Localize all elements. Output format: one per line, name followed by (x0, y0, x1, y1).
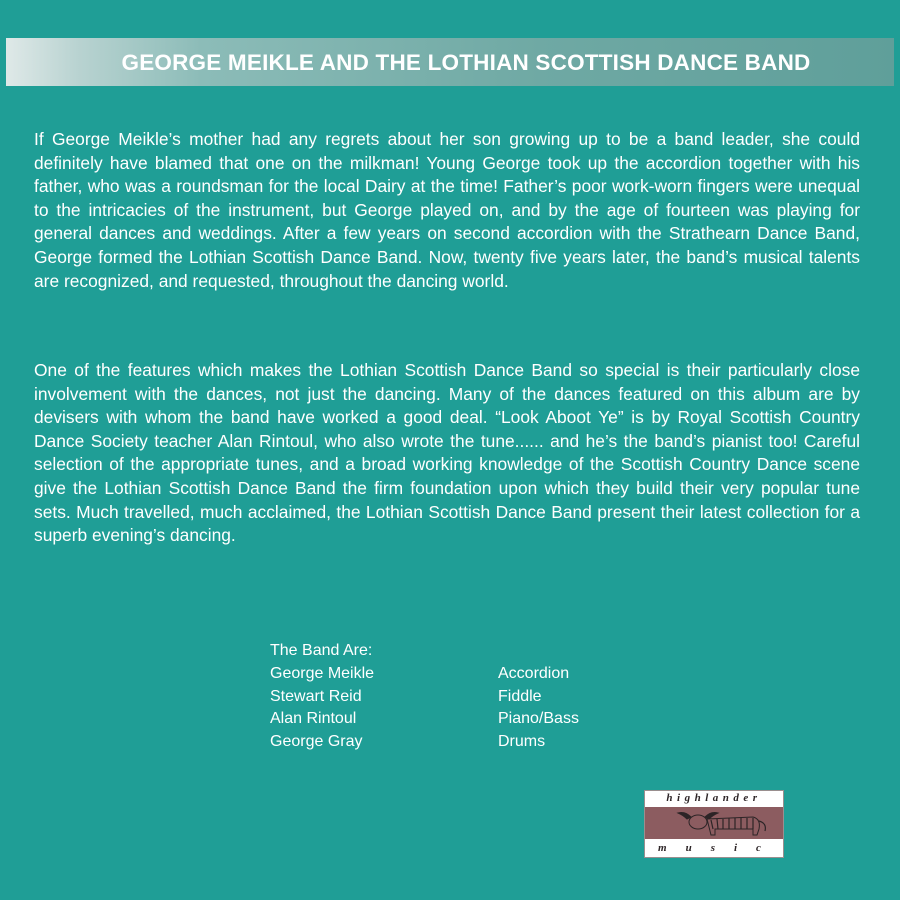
band-list-heading: The Band Are: (270, 642, 373, 659)
band-member-row (270, 731, 658, 754)
logo-band (645, 807, 783, 839)
member-name: Alan Rintoul (270, 710, 357, 728)
member-instrument: Piano/Bass (498, 710, 579, 728)
title-banner (6, 38, 894, 86)
member-instrument: Accordion (498, 664, 570, 682)
band-member-row (270, 708, 658, 731)
page-title: GEORGE MEIKLE AND THE LOTHIAN SCOTTISH DANCE BAND (121, 50, 811, 75)
biography-paragraph-2: One of the features which makes the Lothian Scottish Dance Band so special is their particularly close involvement with the dances, not just the dancing. Many of the dances featured on this album are by devisers with whom the band have worked a good deal. “Look Aboot Ye” is by Royal Scottish Country Dance Society teacher Alan Rintoul, who also wrote the tune...... and he’s the band’s pianist too! Careful selection of the appropriate tunes, and a broad working knowledge of the Scottish Country Dance scene give the Lothian Scottish Dance Band the firm foundation upon which they build their very popular tune sets. Much travelled, much acclaimed, the Lothian Scottish Dance Band present their latest collection for a superb evening’s dancing. (34, 360, 860, 546)
member-name: Stewart Reid (270, 687, 362, 705)
biography-paragraph-1: If George Meikle’s mother had any regrets about her son growing up to be a band leader, she could definitely have blamed that one on the milkman! Young George took up the accordion together with his father, who was a roundsman for the local Dairy at the time! Father’s poor work-worn fingers were unequal to the intricacies of the instrument, but George played on, and by the age of fourteen was playing for general dances and weddings. After a few years on second accordion with the Strathearn Dance Band, George formed the Lothian Scottish Dance Band. Now, twenty five years later, the band’s musical talents are recognized, and requested, throughout the dancing world. (34, 129, 860, 291)
band-member-row (270, 686, 658, 709)
member-name: George Meikle (270, 664, 375, 682)
member-instrument: Fiddle (498, 687, 542, 705)
highland-cow-icon (645, 807, 783, 839)
band-member-row (270, 663, 658, 686)
highlander-music-logo (644, 790, 784, 858)
logo-top-text: highlander (666, 792, 762, 804)
member-name: George Gray (270, 733, 363, 751)
band-members-list (270, 640, 658, 754)
logo-bottom-text: music (658, 842, 780, 854)
member-instrument: Drums (498, 733, 546, 751)
